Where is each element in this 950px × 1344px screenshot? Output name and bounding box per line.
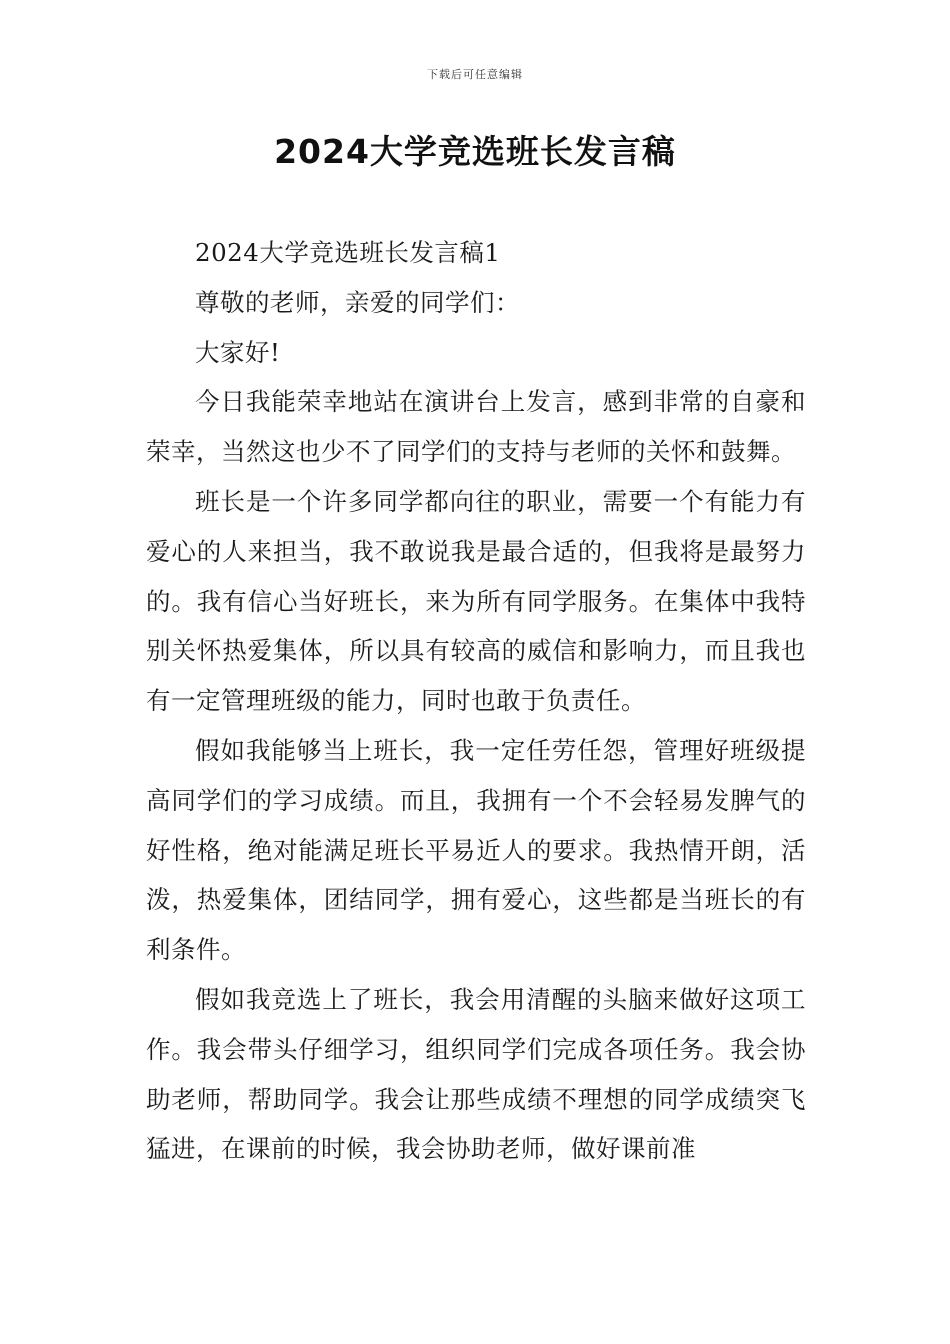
paragraph-body: 今日我能荣幸地站在演讲台上发言，感到非常的自豪和荣幸，当然这也少不了同学们的支持与老师的关怀和鼓舞。	[146, 387, 806, 467]
paragraph-salutation: 尊敬的老师，亲爱的同学们：	[195, 287, 520, 317]
paragraph-body: 假如我竞选上了班长，我会用清醒的头脑来做好这项工作。我会带头仔细学习，组织同学们完成各项任务。我会协助老师，帮助同学。我会让那些成绩不理想的同学成绩突飞猛进，在课前的时候，我会协助老师，做好课前准	[146, 984, 806, 1164]
document-body	[146, 228, 806, 1174]
header-note: 下载后可任意编辑	[427, 68, 523, 81]
paragraph-body: 假如我能够当上班长，我一定任劳任怨，管理好班级提高同学们的学习成绩。而且，我拥有一个不会轻易发脾气的好性格，绝对能满足班长平易近人的要求。我热情开朗，活泼，热爱集体，团结同学，拥有爱心，这些都是当班长的有利条件。	[146, 735, 806, 965]
document-title: 2024大学竞选班长发言稿	[274, 132, 676, 171]
paragraph-greeting: 大家好!	[195, 337, 281, 367]
paragraph-body: 班长是一个许多同学都向往的职业，需要一个有能力有爱心的人来担当，我不敢说我是最合适的，但我将是最努力的。我有信心当好班长，来为所有同学服务。在集体中我特别关怀热爱集体，所以具有较高的威信和影响力，而且我也有一定管理班级的能力，同时也敢于负责任。	[146, 486, 806, 716]
paragraph-subtitle: 2024大学竞选班长发言稿1	[195, 238, 501, 267]
